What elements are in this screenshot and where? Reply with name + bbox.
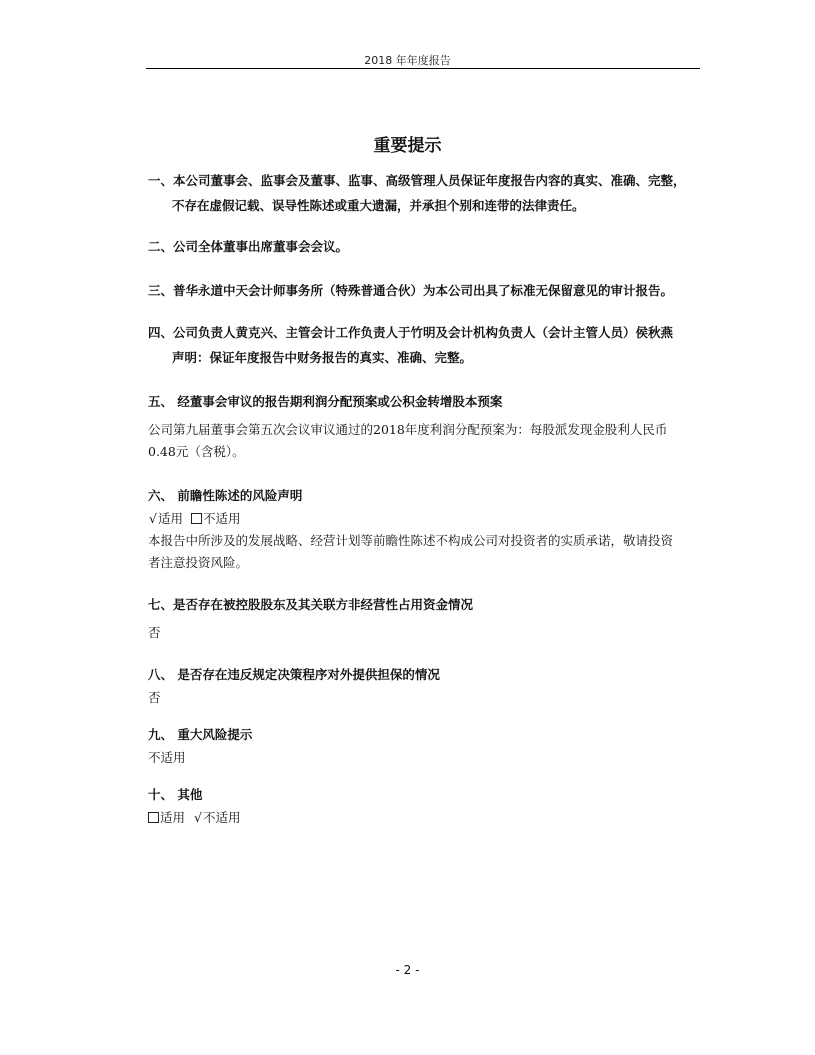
applicability-options (148, 508, 708, 530)
page-number: - 2 - (395, 963, 420, 977)
empty-checkbox-icon (148, 812, 159, 823)
notice-section-8 (148, 662, 708, 709)
notice-5-body-line-2: 0.48元（含税）。 (148, 444, 245, 459)
notice-section-9 (148, 722, 708, 769)
option-applicable-label: 适用 (160, 810, 186, 825)
notice-8-heading: 八、 是否存在违反规定决策程序对外提供担保的情况 (148, 667, 440, 682)
page-title: 重要提示 (373, 136, 442, 156)
notice-section-5 (148, 389, 708, 463)
notice-3-heading: 三、普华永道中天会计师事务所（特殊普通合伙）为本公司出具了标准无保留意见的审计报告。 (148, 283, 674, 298)
header-rule (146, 68, 700, 69)
option-not-applicable-label: 不适用 (203, 511, 241, 526)
notice-1-heading (148, 168, 708, 218)
notice-4-line-1: 四、公司负责人黄克兴、主管会计工作负责人于竹明及会计机构负责人（会计主管人员）侯秋燕 (148, 325, 674, 340)
notice-section-2 (148, 234, 708, 259)
checkmark-icon: √ (194, 810, 202, 825)
notice-5-heading: 五、 经董事会审议的报告期利润分配预案或公积金转增股本预案 (148, 394, 503, 409)
notice-section-6 (148, 483, 708, 574)
notice-9-heading: 九、 重大风险提示 (148, 727, 253, 742)
other-applicability-options (148, 807, 708, 829)
empty-checkbox-icon (191, 513, 202, 524)
notice-4-heading (148, 320, 708, 370)
notice-8-body: 否 (148, 690, 161, 705)
notice-7-body: 否 (148, 625, 161, 640)
notice-section-3 (148, 278, 708, 303)
notice-9-body: 不适用 (148, 750, 186, 765)
notice-4-line-2: 声明：保证年度报告中财务报告的真实、准确、完整。 (172, 350, 473, 365)
page-header: 2018 年年度报告 (364, 54, 451, 67)
notice-1-line-2: 不存在虚假记载、误导性陈述或重大遗漏，并承担个别和连带的法律责任。 (172, 198, 585, 213)
notice-5-body (148, 419, 708, 463)
notice-6-heading: 六、 前瞻性陈述的风险声明 (148, 488, 303, 503)
notice-1-line-1: 一、本公司董事会、监事会及董事、监事、高级管理人员保证年度报告内容的真实、准确、完整， (148, 173, 686, 188)
notice-section-7 (148, 592, 708, 644)
checkmark-icon: √ (149, 511, 157, 526)
option-not-applicable-label: 不适用 (203, 810, 241, 825)
notice-2-heading: 二、公司全体董事出席董事会会议。 (148, 239, 349, 254)
notice-6-body-line-2: 者注意投资风险。 (148, 555, 249, 570)
notice-5-body-line-1: 公司第九届董事会第五次会议审议通过的2018年度利润分配预案为：每股派发现金股利人民币 (148, 422, 668, 437)
notice-6-body (148, 530, 708, 574)
notice-section-1 (148, 168, 708, 218)
notice-section-4 (148, 320, 708, 370)
notice-section-10 (148, 782, 708, 829)
option-applicable-label: 适用 (158, 511, 184, 526)
notice-10-heading: 十、 其他 (148, 787, 203, 802)
notice-6-body-line-1: 本报告中所涉及的发展战略、经营计划等前瞻性陈述不构成公司对投资者的实质承诺，敬请投资 (148, 533, 674, 548)
notice-7-heading: 七、是否存在被控股股东及其关联方非经营性占用资金情况 (148, 597, 474, 612)
